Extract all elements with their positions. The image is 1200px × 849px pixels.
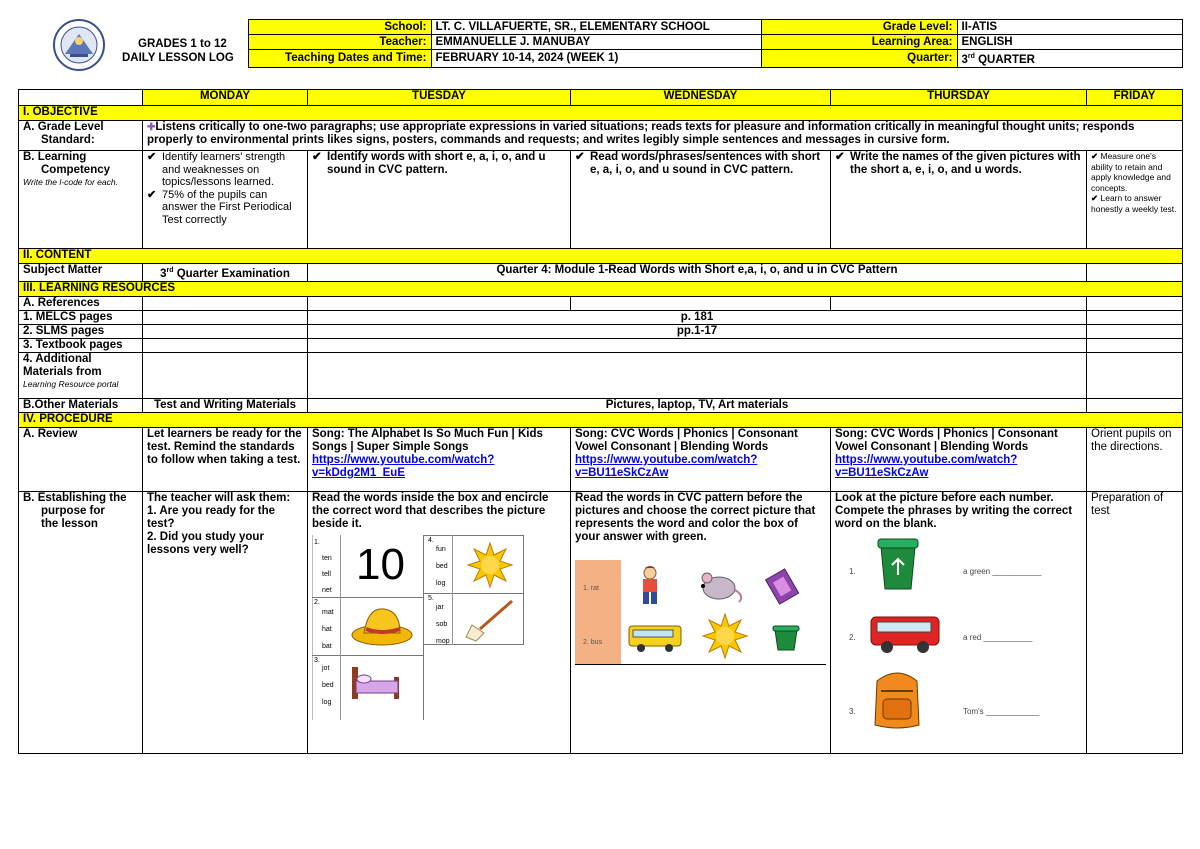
- teacher-label: Teacher:: [248, 35, 431, 50]
- school-label: School:: [248, 20, 431, 35]
- tue-item-2: 2. mat hat bat: [314, 598, 334, 650]
- additional-materials-label: 4. Additional Materials from Learning Resource portal: [19, 352, 143, 398]
- other-materials-label: B.Other Materials: [19, 398, 143, 412]
- textbook-label: 3. Textbook pages: [19, 338, 143, 352]
- purpose-wednesday: Read the words in CVC pattern before the pictures and choose the correct picture that represents the word and color the box of your answer with green. 1. rat 2. bus: [571, 491, 831, 753]
- check-icon: ✔: [312, 151, 322, 163]
- day-tuesday: TUESDAY: [308, 90, 571, 106]
- lesson-log-table: [18, 89, 1183, 754]
- boy-picture: [637, 566, 663, 606]
- day-thursday: THURSDAY: [831, 90, 1087, 106]
- day-monday: MONDAY: [143, 90, 308, 106]
- competency-thursday: ✔ Write the names of the given pictures with the short a, e, i, o, and u words.: [831, 151, 1087, 249]
- review-tuesday: Song: The Alphabet Is So Much Fun | Kids Songs | Super Simple Songs https://www.youtube.com/watch? v=kDdg2M1_EuE: [308, 427, 571, 491]
- form-title-line1: GRADES 1 to 12: [138, 38, 227, 51]
- day-wednesday: WEDNESDAY: [571, 90, 831, 106]
- tue-item-3: 3. jot bed log: [314, 656, 334, 706]
- grade-level-standard-text: ✚Listens critically to one-two paragraphs; use appropriate expressions in varied situations; reads texts for pleasure and information critically in meaningful thought units; responds properly to environmental prints likes signs, posters, commands and requests; and writes legibly simple sentences and messages in cursive form.: [143, 121, 1183, 151]
- check-icon: ✔: [147, 151, 157, 163]
- learning-competency-label: B. Learning Competency Write the l-code for each.: [19, 151, 143, 249]
- other-materials-monday: Test and Writing Materials: [143, 398, 308, 412]
- mop-picture: [462, 597, 516, 643]
- wed-row-1-label: 1. rat: [575, 560, 621, 610]
- tue-item-5: 5. jar sob mop: [428, 594, 450, 645]
- sun-picture: [701, 612, 749, 660]
- purpose-tuesday: Read the words inside the box and encircle the correct word that describes the picture beside it. 1. ten tell net 10 2. mat hat bat 3. jot bed log 4. fun bed log 5. jar sob mop: [308, 491, 571, 753]
- day-friday: FRIDAY: [1087, 90, 1183, 106]
- slms-label: 2. SLMS pages: [19, 324, 143, 338]
- bullet-icon: ✚: [147, 122, 156, 133]
- review-label: A. Review: [19, 427, 143, 491]
- slms-value: pp.1-17: [308, 324, 1087, 338]
- hat-picture: [350, 601, 414, 649]
- quarter-label: Quarter:: [761, 50, 957, 68]
- purpose-monday: The teacher will ask them: 1. Are you ready for the test? 2. Did you study your lessons very well?: [143, 491, 308, 753]
- section-learning-resources: III. LEARNING RESOURCES: [19, 281, 1183, 296]
- check-icon: ✔: [147, 188, 157, 201]
- review-monday: Let learners be ready for the test. Remind the standards to follow when taking a test.: [143, 427, 308, 491]
- check-icon: ✔: [1091, 151, 1099, 161]
- check-icon: ✔: [575, 151, 585, 163]
- review-wednesday-link[interactable]: https://www.youtube.com/watch? v=BU11eSkCzAw: [575, 453, 758, 479]
- review-wednesday: Song: CVC Words | Phonics | Consonant Vowel Consonant | Blending Words https://www.youtube.com/watch? v=BU11eSkCzAw: [571, 427, 831, 491]
- grade-level-standard-label: A. Grade Level Standard:: [19, 121, 143, 151]
- subject-matter-rest: Quarter 4: Module 1-Read Words with Short e,a, i, o, and u in CVC Pattern: [308, 264, 1087, 282]
- purpose-thursday: Look at the picture before each number. Compete the phrases by writing the correct word on the blank. 1. a green ___________ 2. a red ___________ 3. Tom's ____________: [831, 491, 1087, 753]
- learning-area-value: ENGLISH: [957, 35, 1182, 50]
- section-procedure: IV. PROCEDURE: [19, 412, 1183, 427]
- competency-wednesday: ✔ Read words/phrases/sentences with short e, a, i, o, and u sound in CVC pattern.: [571, 151, 831, 249]
- backpack-picture: [869, 665, 925, 731]
- wednesday-worksheet: [575, 560, 826, 665]
- quarter-value: 3rd QUARTER: [957, 50, 1182, 68]
- thu-number-3: 3.: [849, 706, 856, 716]
- bus-picture: [627, 622, 685, 654]
- bed-picture: [348, 659, 404, 703]
- header-table: [18, 19, 1183, 68]
- competency-friday: ✔ Measure one's ability to retain and apply knowledge and concepts. ✔ Learn to answer honestly a weekly test.: [1087, 151, 1183, 249]
- thu-number-1: 1.: [849, 566, 856, 576]
- other-materials-rest: Pictures, laptop, TV, Art materials: [308, 398, 1087, 412]
- competency-tuesday: ✔ Identify words with short e, a, i, o, and u sound in CVC pattern.: [308, 151, 571, 249]
- melcs-label: 1. MELCS pages: [19, 310, 143, 324]
- check-icon: ✔: [1091, 193, 1099, 203]
- wed-row-2-label: 2. bus: [575, 610, 621, 664]
- section-content: II. CONTENT: [19, 249, 1183, 264]
- subject-matter-label: Subject Matter: [19, 264, 143, 282]
- thursday-worksheet: [835, 535, 1082, 735]
- competency-monday: ✔ Identify learners' strength and weaknesses on topics/lessons learned. ✔ 75% of the pupils can answer the First Periodical Test correctly: [143, 151, 308, 249]
- sun-picture: [466, 541, 514, 589]
- teaching-dates-value: FEBRUARY 10-14, 2024 (WEEK 1): [431, 50, 761, 68]
- melcs-value: p. 181: [308, 310, 1087, 324]
- form-title-line2: DAILY LESSON LOG: [122, 52, 234, 65]
- review-thursday-link[interactable]: https://www.youtube.com/watch? v=BU11eSkCzAw: [835, 453, 1018, 479]
- tue-item-4: 4. fun bed log: [428, 536, 448, 587]
- thu-phrase-3: Tom's ____________: [963, 706, 1040, 716]
- review-tuesday-link[interactable]: https://www.youtube.com/watch? v=kDdg2M1_EuE: [312, 453, 495, 479]
- school-value: LT. C. VILLAFUERTE, SR., ELEMENTARY SCHOOL: [431, 20, 761, 35]
- section-objective: I. OBJECTIVE: [19, 106, 1183, 121]
- teaching-dates-label: Teaching Dates and Time:: [248, 50, 431, 68]
- days-header-row: [19, 90, 1183, 106]
- grade-level-label: Grade Level:: [761, 20, 957, 35]
- thu-phrase-2: a red ___________: [963, 632, 1033, 642]
- purpose-label: B. Establishing the purpose for the lesson: [19, 491, 143, 753]
- thu-phrase-1: a green ___________: [963, 566, 1042, 576]
- review-thursday: Song: CVC Words | Phonics | Consonant Vowel Consonant | Blending Words https://www.youtube.com/watch? v=BU11eSkCzAw: [831, 427, 1087, 491]
- review-friday: Orient pupils on the directions.: [1087, 427, 1183, 491]
- trash-bin-picture: [771, 622, 801, 652]
- red-bus-picture: [869, 613, 943, 655]
- card-picture: [763, 566, 803, 606]
- rat-picture: [695, 568, 745, 604]
- references-label: A. References: [19, 296, 143, 310]
- green-trash-bin-picture: [875, 535, 921, 591]
- learning-area-label: Learning Area:: [761, 35, 957, 50]
- number-ten-picture: 10: [356, 539, 405, 589]
- grade-level-value: II-ATIS: [957, 20, 1182, 35]
- check-icon: ✔: [835, 151, 845, 163]
- thu-number-2: 2.: [849, 632, 856, 642]
- subject-matter-monday: 3rd Quarter Examination: [143, 264, 308, 282]
- teacher-value: EMMANUELLE J. MANUBAY: [431, 35, 761, 50]
- tuesday-worksheet: [312, 535, 566, 725]
- tue-item-1: 1. ten tell net: [314, 538, 332, 594]
- purpose-friday: Preparation of test: [1087, 491, 1183, 753]
